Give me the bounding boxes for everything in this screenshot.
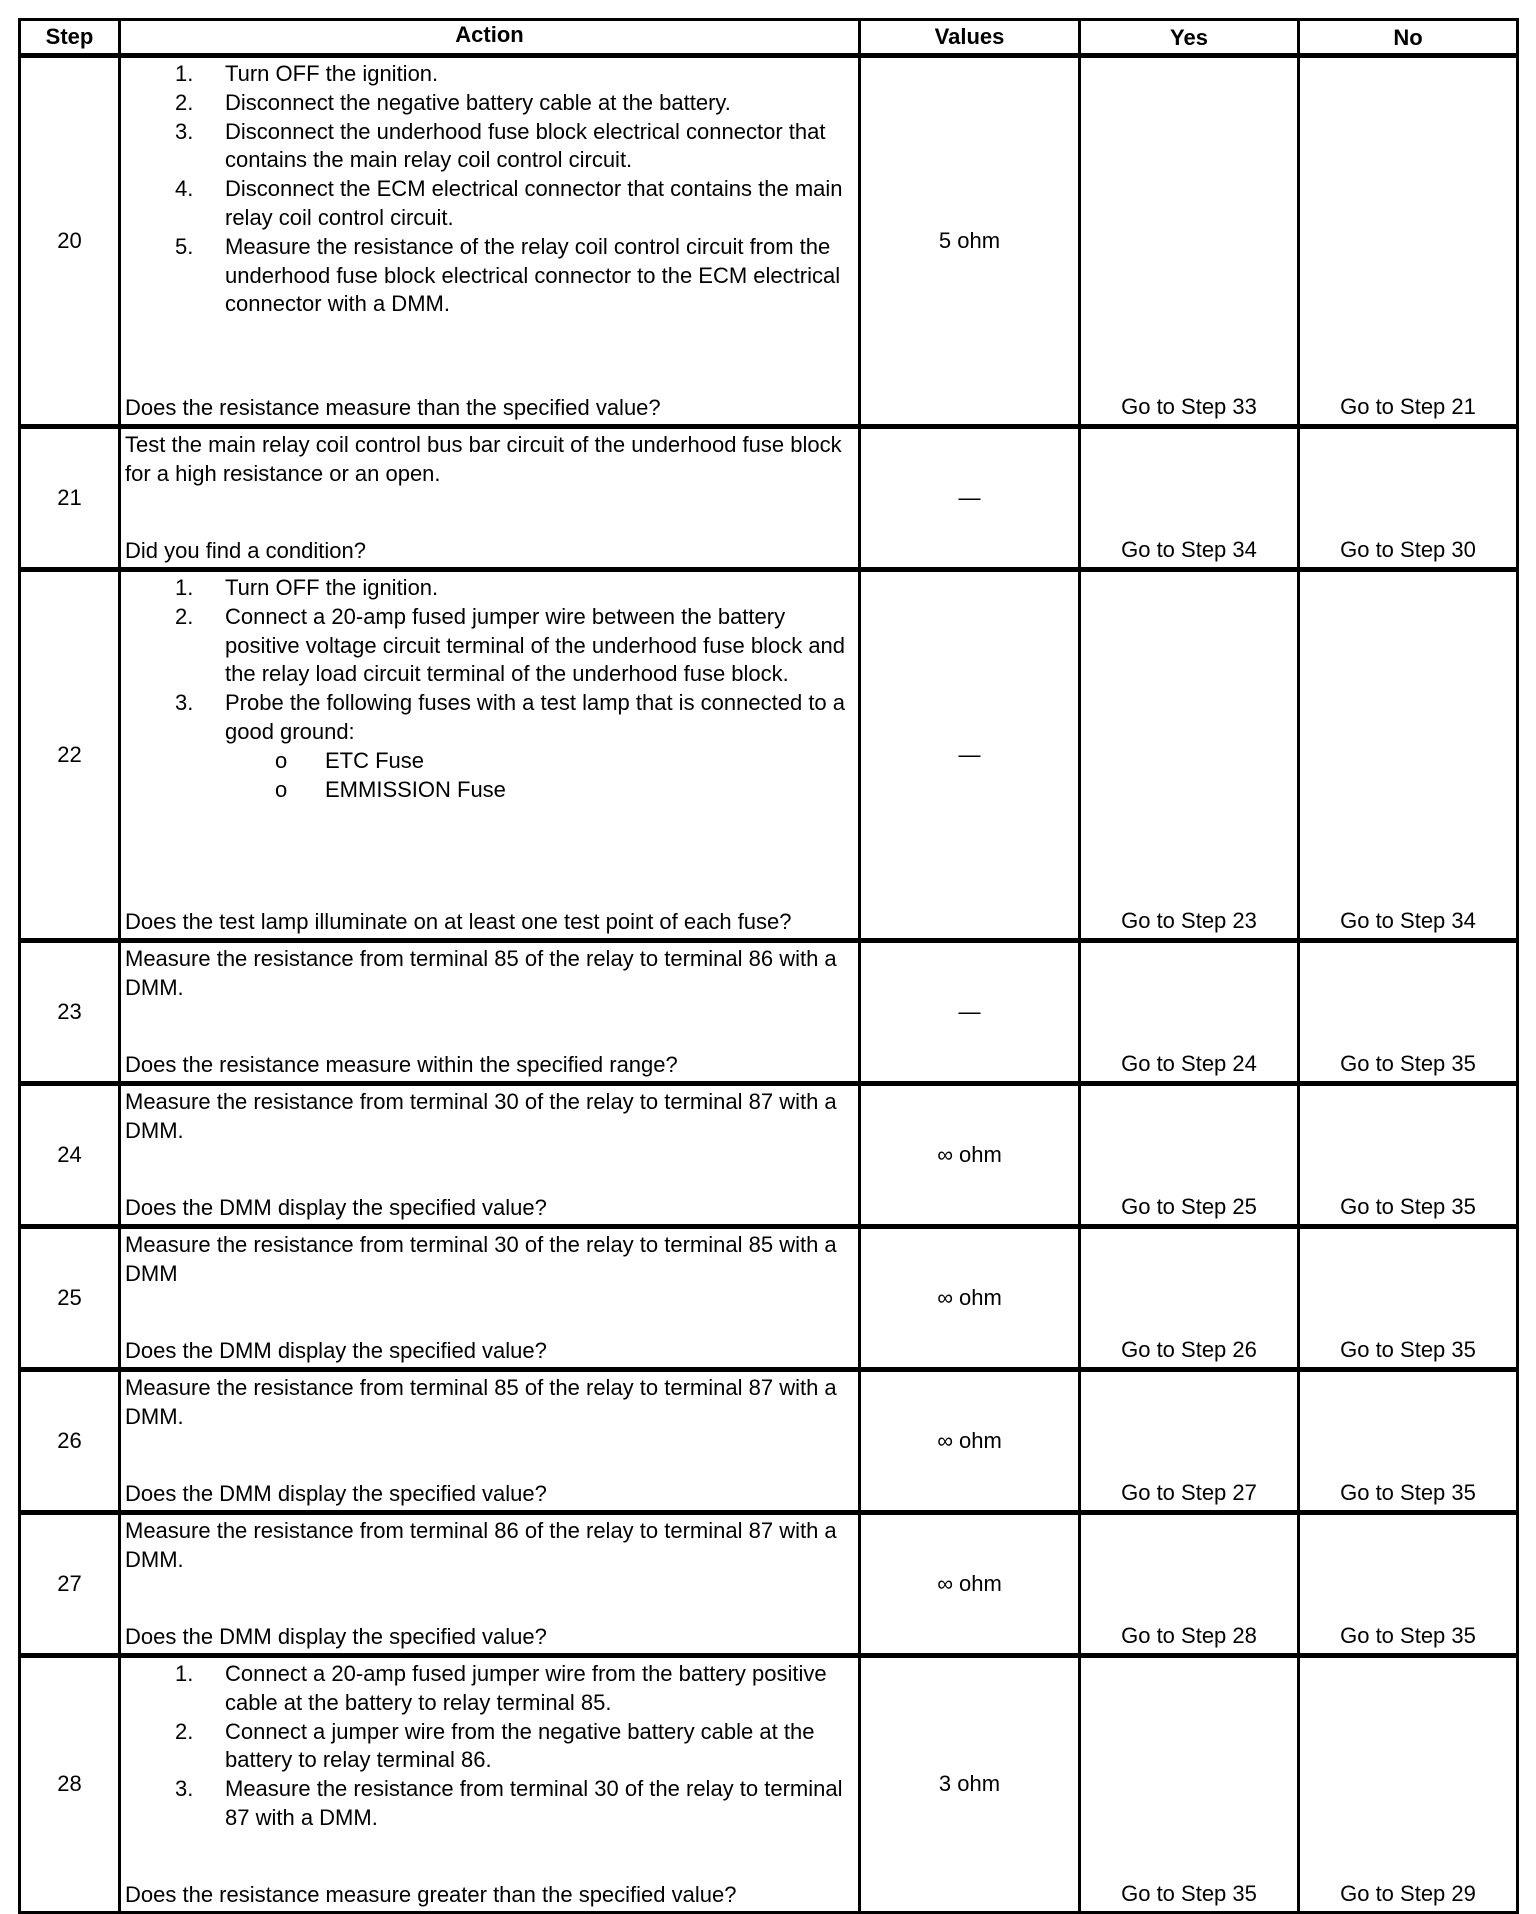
table-row	[20, 427, 1518, 570]
spec-value: 5 ohm	[860, 56, 1080, 427]
action-step-item	[125, 60, 854, 89]
action-cell	[120, 1370, 860, 1513]
action-step-item	[125, 1660, 854, 1718]
action-steps-list	[125, 60, 854, 319]
no-cell	[1299, 1084, 1518, 1227]
action-instruction: Measure the resistance from terminal 85 of the relay to terminal 86 with a DMM.	[125, 946, 837, 1000]
action-question: Does the DMM display the specified value?	[125, 1624, 547, 1650]
yes-goto-link[interactable]: Go to Step 34	[1121, 537, 1257, 563]
item-text: Connect a 20-amp fused jumper wire from the battery positive cable at the battery to relay terminal 85.	[225, 1661, 827, 1715]
header-no: No	[1299, 20, 1518, 56]
step-number: 23	[20, 941, 120, 1084]
step-number: 21	[20, 427, 120, 570]
step-number: 26	[20, 1370, 120, 1513]
fuse-bullet-item	[125, 776, 854, 805]
yes-goto-link[interactable]: Go to Step 25	[1121, 1194, 1257, 1220]
no-cell	[1299, 56, 1518, 427]
item-text: Connect a 20-amp fused jumper wire between the battery positive voltage circuit terminal of the underhood fuse block and the relay load circuit terminal of the underhood fuse block.	[225, 603, 846, 687]
no-goto-link[interactable]: Go to Step 30	[1340, 537, 1476, 563]
yes-cell	[1080, 1370, 1299, 1513]
header-action: Action	[120, 20, 860, 56]
action-step-item	[125, 175, 854, 233]
step-number: 27	[20, 1513, 120, 1656]
fuse-bullet-item	[125, 747, 854, 776]
yes-goto-link[interactable]: Go to Step 23	[1121, 908, 1257, 934]
no-goto-link[interactable]: Go to Step 35	[1340, 1337, 1476, 1363]
action-question: Does the DMM display the specified value?	[125, 1195, 547, 1221]
action-cell	[120, 941, 860, 1084]
yes-goto-link[interactable]: Go to Step 27	[1121, 1480, 1257, 1506]
yes-goto-link[interactable]: Go to Step 33	[1121, 394, 1257, 420]
yes-cell	[1080, 1513, 1299, 1656]
bullet-marker: o	[275, 747, 288, 773]
action-cell	[120, 1227, 860, 1370]
no-goto-link[interactable]: Go to Step 35	[1340, 1051, 1476, 1077]
spec-value: —	[860, 941, 1080, 1084]
bullet-marker: o	[275, 776, 288, 802]
action-step-item	[125, 118, 854, 176]
yes-cell	[1080, 427, 1299, 570]
header-values: Values	[860, 20, 1080, 56]
action-step-item	[125, 1775, 854, 1833]
no-cell	[1299, 941, 1518, 1084]
table-row	[20, 1227, 1518, 1370]
item-number: 1.	[175, 1661, 194, 1686]
table-row	[20, 941, 1518, 1084]
action-instruction: Measure the resistance from terminal 30 of the relay to terminal 87 with a DMM.	[125, 1089, 837, 1143]
action-question: Does the resistance measure than the specified value?	[125, 395, 661, 421]
item-text: Measure the resistance from terminal 30 of the relay to terminal 87 with a DMM.	[225, 1776, 843, 1830]
header-yes: Yes	[1080, 20, 1299, 56]
table-row	[20, 1084, 1518, 1227]
action-question: Does the DMM display the specified value?	[125, 1338, 547, 1364]
action-steps-list	[125, 574, 854, 747]
action-step-item	[125, 89, 854, 118]
item-number: 1.	[175, 575, 194, 600]
no-cell	[1299, 1513, 1518, 1656]
no-cell	[1299, 427, 1518, 570]
spec-value: —	[860, 570, 1080, 941]
item-number: 3.	[175, 690, 194, 716]
no-goto-link[interactable]: Go to Step 21	[1340, 394, 1476, 420]
yes-goto-link[interactable]: Go to Step 26	[1121, 1337, 1257, 1363]
no-cell	[1299, 1227, 1518, 1370]
action-cell	[120, 56, 860, 427]
item-number: 2.	[175, 603, 194, 629]
item-text: Connect a jumper wire from the negative battery cable at the battery to relay terminal 86.	[225, 1718, 815, 1773]
step-number: 22	[20, 570, 120, 941]
step-number: 24	[20, 1084, 120, 1227]
action-cell	[120, 427, 860, 570]
item-number: 3.	[175, 1776, 194, 1802]
action-cell	[120, 1656, 860, 1913]
action-question: Does the test lamp illuminate on at least one test point of each fuse?	[125, 909, 792, 935]
action-question: Does the DMM display the specified value?	[125, 1481, 547, 1507]
action-step-item	[125, 574, 854, 603]
action-step-item	[125, 233, 854, 319]
bullet-text: EMMISSION Fuse	[325, 776, 506, 802]
table-row	[20, 1513, 1518, 1656]
no-cell	[1299, 1656, 1518, 1913]
spec-value: ∞ ohm	[860, 1370, 1080, 1513]
action-cell	[120, 1084, 860, 1227]
fuse-list	[125, 747, 854, 805]
action-cell	[120, 570, 860, 941]
table-row	[20, 56, 1518, 427]
item-text: Turn OFF the ignition.	[225, 575, 439, 600]
item-number: 4.	[175, 176, 194, 202]
yes-cell	[1080, 56, 1299, 427]
yes-cell	[1080, 570, 1299, 941]
no-goto-link[interactable]: Go to Step 34	[1340, 908, 1476, 934]
item-number: 3.	[175, 118, 194, 144]
item-text: Disconnect the ECM electrical connector that contains the main relay coil control circuit.	[225, 176, 843, 230]
step-number: 20	[20, 56, 120, 427]
no-goto-link[interactable]: Go to Step 35	[1340, 1480, 1476, 1506]
no-cell	[1299, 1370, 1518, 1513]
spec-value: ∞ ohm	[860, 1084, 1080, 1227]
item-text: Disconnect the underhood fuse block electrical connector that contains the main relay coil control circuit.	[225, 118, 826, 173]
table-row	[20, 570, 1518, 941]
item-number: 5.	[175, 233, 194, 259]
header-row	[20, 20, 1518, 56]
action-instruction: Measure the resistance from terminal 86 of the relay to terminal 87 with a DMM.	[125, 1518, 837, 1572]
yes-goto-link[interactable]: Go to Step 24	[1121, 1051, 1257, 1077]
spec-value: ∞ ohm	[860, 1227, 1080, 1370]
yes-goto-link[interactable]: Go to Step 28	[1121, 1623, 1257, 1649]
action-question: Does the resistance measure within the specified range?	[125, 1052, 678, 1078]
no-goto-link[interactable]: Go to Step 35	[1340, 1623, 1476, 1649]
yes-cell	[1080, 1084, 1299, 1227]
bullet-text: ETC Fuse	[325, 747, 425, 773]
action-step-item	[125, 689, 854, 747]
item-number: 2.	[175, 89, 194, 115]
action-step-item	[125, 603, 854, 689]
table-row	[20, 1370, 1518, 1513]
yes-cell	[1080, 1656, 1299, 1913]
diagnostic-table	[18, 18, 1519, 1914]
item-text: Probe the following fuses with a test lamp that is connected to a good ground:	[225, 690, 846, 744]
table-row	[20, 1656, 1518, 1913]
spec-value: ∞ ohm	[860, 1513, 1080, 1656]
yes-cell	[1080, 941, 1299, 1084]
item-number: 1.	[175, 61, 194, 86]
item-text: Measure the resistance of the relay coil control circuit from the underhood fuse block electrical connector to the ECM electrical connector with a DMM.	[225, 233, 841, 317]
spec-value: 3 ohm	[860, 1656, 1080, 1913]
action-question: Did you find a condition?	[125, 538, 366, 564]
item-text: Disconnect the negative battery cable at the battery.	[225, 89, 731, 115]
table-body	[20, 56, 1518, 1913]
action-instruction: Test the main relay coil control bus bar circuit of the underhood fuse block for a high resistance or an open.	[125, 432, 842, 486]
no-goto-link[interactable]: Go to Step 29	[1340, 1881, 1476, 1907]
action-steps-list	[125, 1660, 854, 1833]
item-number: 2.	[175, 1718, 194, 1744]
spec-value: —	[860, 427, 1080, 570]
action-instruction: Measure the resistance from terminal 85 of the relay to terminal 87 with a DMM.	[125, 1375, 837, 1429]
no-goto-link[interactable]: Go to Step 35	[1340, 1194, 1476, 1220]
no-cell	[1299, 570, 1518, 941]
action-cell	[120, 1513, 860, 1656]
action-step-item	[125, 1718, 854, 1776]
header-step: Step	[20, 20, 120, 56]
action-question: Does the resistance measure greater than the specified value?	[125, 1882, 737, 1908]
step-number: 28	[20, 1656, 120, 1913]
yes-cell	[1080, 1227, 1299, 1370]
yes-goto-link[interactable]: Go to Step 35	[1121, 1881, 1257, 1907]
item-text: Turn OFF the ignition.	[225, 61, 439, 86]
action-instruction: Measure the resistance from terminal 30 of the relay to terminal 85 with a DMM	[125, 1232, 837, 1286]
step-number: 25	[20, 1227, 120, 1370]
